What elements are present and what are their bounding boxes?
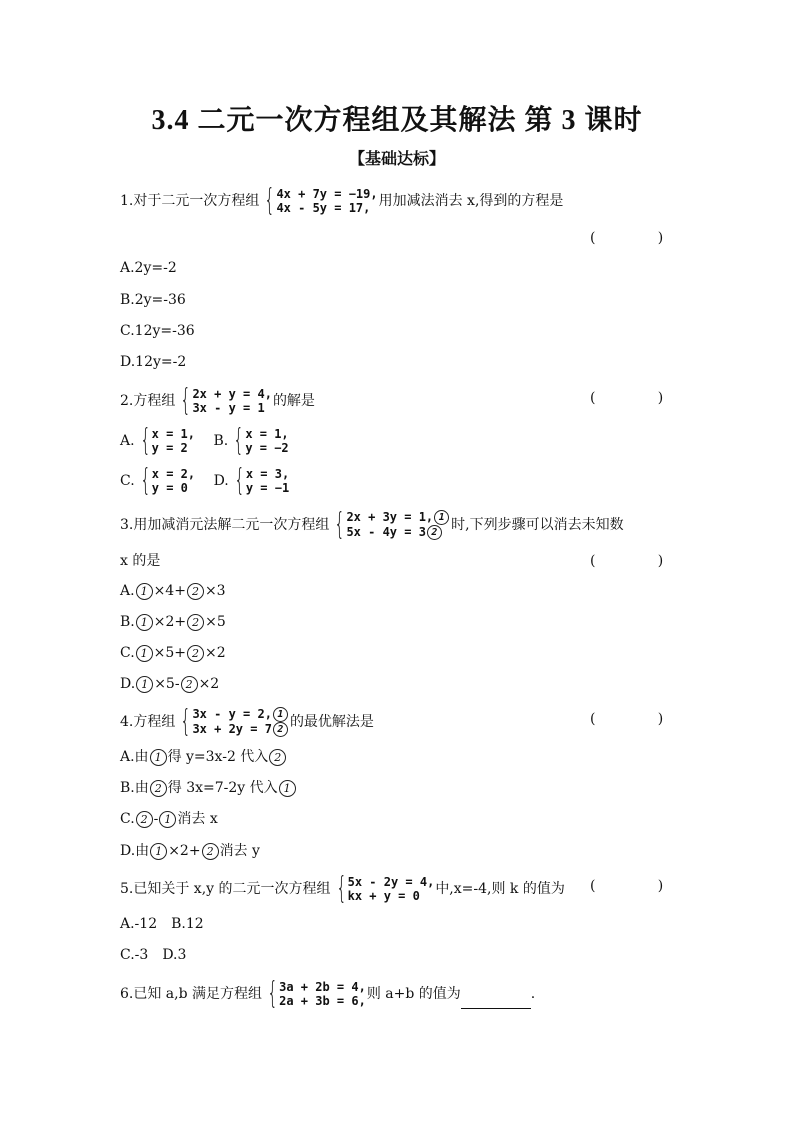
q1-answer-paren: ( ) bbox=[590, 230, 664, 246]
q4-option-a bbox=[120, 747, 287, 767]
q3-eq1: 2x + 3y = 1, bbox=[346, 510, 434, 524]
circled-1: 1 bbox=[150, 749, 167, 766]
q3-eq2: 5x - 4y = 3 bbox=[346, 525, 426, 539]
q2-options-ab bbox=[120, 423, 290, 458]
q6-suffix: 则 a+b 的值为 bbox=[366, 986, 461, 1002]
q2-prefix: 2.方程组 bbox=[120, 393, 176, 409]
q2-d-line2: y = −1 bbox=[245, 481, 290, 495]
q2-option-c-label: C. bbox=[120, 473, 135, 489]
q5-suffix: 中,x=-4,则 k 的值为 bbox=[435, 881, 565, 897]
q4-b-text: 得 3x=7-2y 代入 bbox=[167, 780, 278, 796]
q4-d-label: D.由 bbox=[120, 843, 150, 859]
circled-1: 1 bbox=[159, 811, 176, 828]
question-4 bbox=[120, 704, 374, 739]
q4-a-label: A.由 bbox=[120, 749, 149, 765]
q3-c-label: C. bbox=[120, 645, 135, 661]
circled-1: 1 bbox=[150, 843, 167, 860]
circled-2: 2 bbox=[427, 525, 442, 540]
q3-d-op: ×5- bbox=[154, 676, 180, 692]
q3-system: { 2x + 3y = 1, 1 5x - 4y = 3 2 bbox=[330, 510, 450, 540]
q2-system: { 2x + y = 4, 3x - y = 1 bbox=[180, 383, 272, 418]
q2-b-line1: x = 1, bbox=[245, 427, 289, 441]
q2-suffix: 的解是 bbox=[272, 393, 315, 409]
q4-c-text: 消去 x bbox=[177, 811, 218, 827]
q4-c-label: C. bbox=[120, 811, 135, 827]
q2-answer-paren: ( ) bbox=[590, 390, 664, 406]
q1-suffix: 用加减法消去 x,得到的方程是 bbox=[378, 193, 564, 209]
q1-option-a: A.2y=-2 bbox=[120, 260, 177, 276]
q1-option-d: D.12y=-2 bbox=[120, 354, 187, 370]
q4-c-op: - bbox=[153, 811, 159, 827]
circled-2: 2 bbox=[150, 780, 167, 797]
q3-b-op2: ×5 bbox=[205, 614, 226, 630]
q3-c-op: ×5+ bbox=[153, 645, 187, 661]
circled-2: 2 bbox=[187, 614, 204, 631]
q4-option-b bbox=[120, 778, 297, 798]
q6-eq1: 3a + 2b = 4, bbox=[279, 980, 366, 994]
q5-option-c: C.-3 bbox=[120, 947, 149, 963]
q3-b-label: B. bbox=[120, 614, 135, 630]
q4-answer-paren: ( ) bbox=[590, 711, 664, 727]
q2-options-cd bbox=[120, 463, 290, 498]
q5-option-a: A.-12 bbox=[120, 916, 158, 932]
q6-period: . bbox=[530, 986, 536, 1002]
q2-option-a-label: A. bbox=[120, 433, 135, 449]
q2-option-c: { x = 2, y = 0 bbox=[139, 463, 196, 498]
q1-system: { 4x + 7y = −19, 4x - 5y = 17, bbox=[264, 183, 378, 218]
question-3 bbox=[120, 507, 624, 542]
q4-suffix: 的最优解法是 bbox=[289, 714, 374, 730]
circled-1: 1 bbox=[434, 510, 449, 525]
circled-2: 2 bbox=[202, 843, 219, 860]
circled-2: 2 bbox=[181, 676, 198, 693]
q3-option-b bbox=[120, 612, 226, 632]
q2-eq2: 3x - y = 1 bbox=[192, 401, 265, 415]
question-5 bbox=[120, 871, 565, 906]
q5-option-d: D.3 bbox=[162, 947, 187, 963]
q1-option-c: C.12y=-36 bbox=[120, 323, 195, 339]
circled-1: 1 bbox=[136, 676, 153, 693]
circled-1: 1 bbox=[136, 614, 153, 631]
circled-2: 2 bbox=[269, 749, 286, 766]
q3-a-label: A. bbox=[120, 583, 135, 599]
q3-a-op2: ×3 bbox=[204, 583, 226, 599]
q2-option-b-label: B. bbox=[213, 433, 229, 449]
q3-option-c bbox=[120, 643, 226, 663]
q1-eq2: 4x - 5y = 17, bbox=[276, 201, 371, 215]
q5-options-ab bbox=[120, 914, 204, 934]
q4-system: { 3x - y = 2, 1 3x + 2y = 7 2 bbox=[176, 707, 289, 737]
circled-1: 1 bbox=[279, 780, 296, 797]
q2-option-d-label: D. bbox=[213, 473, 229, 489]
circled-2: 2 bbox=[273, 722, 288, 737]
q2-c-line1: x = 2, bbox=[151, 467, 196, 481]
q4-d-text: 消去 y bbox=[219, 843, 260, 859]
circled-1: 1 bbox=[273, 707, 288, 722]
q6-answer-blank[interactable] bbox=[461, 994, 531, 1009]
q2-d-line1: x = 3, bbox=[245, 467, 290, 481]
q3-line2: x 的是 bbox=[120, 553, 161, 569]
q5-prefix: 5.已知关于 x,y 的二元一次方程组 bbox=[120, 881, 331, 897]
question-2 bbox=[120, 383, 315, 418]
q5-eq2: kx + y = 0 bbox=[347, 889, 420, 903]
q3-c-op2: ×2 bbox=[205, 645, 226, 661]
q2-option-a: { x = 1, y = 2 bbox=[139, 423, 196, 458]
q2-eq1: 2x + y = 4, bbox=[192, 387, 272, 401]
q4-d-op: ×2+ bbox=[168, 843, 201, 859]
q4-prefix: 4.方程组 bbox=[120, 714, 176, 730]
q1-prefix: 1.对于二元一次方程组 bbox=[120, 193, 260, 209]
q5-answer-paren: ( ) bbox=[590, 878, 664, 894]
circled-1: 1 bbox=[136, 645, 153, 662]
q2-a-line2: y = 2 bbox=[151, 441, 188, 455]
q3-prefix: 3.用加减消元法解二元一次方程组 bbox=[120, 517, 330, 533]
q3-d-op2: ×2 bbox=[198, 676, 220, 692]
q1-eq1: 4x + 7y = −19, bbox=[276, 187, 378, 201]
circled-1: 1 bbox=[136, 583, 153, 600]
question-6 bbox=[120, 976, 536, 1011]
q2-option-b: { x = 1, y = −2 bbox=[233, 423, 289, 458]
q3-answer-paren: ( ) bbox=[590, 553, 664, 569]
circled-2: 2 bbox=[187, 645, 204, 662]
q2-a-line1: x = 1, bbox=[151, 427, 196, 441]
q5-option-b: B.12 bbox=[171, 916, 204, 932]
q4-a-text: 得 y=3x-2 代入 bbox=[167, 749, 269, 765]
q4-option-d bbox=[120, 841, 260, 861]
q5-options-cd bbox=[120, 945, 186, 965]
q5-system: { 5x - 2y = 4, kx + y = 0 bbox=[335, 871, 435, 906]
question-1 bbox=[120, 183, 564, 218]
q6-system: { 3a + 2b = 4, 2a + 3b = 6, bbox=[267, 976, 366, 1011]
q3-option-d bbox=[120, 674, 219, 694]
page-title: 3.4 二元一次方程组及其解法 第 3 课时 bbox=[151, 105, 643, 136]
q3-suffix: 时,下列步骤可以消去未知数 bbox=[451, 517, 624, 533]
q2-c-line2: y = 0 bbox=[151, 481, 188, 495]
q3-b-op: ×2+ bbox=[153, 614, 187, 630]
q5-eq1: 5x - 2y = 4, bbox=[347, 875, 435, 889]
q2-option-d: { x = 3, y = −1 bbox=[234, 463, 290, 498]
q6-prefix: 6.已知 a,b 满足方程组 bbox=[120, 986, 263, 1002]
q2-b-line2: y = −2 bbox=[245, 441, 289, 455]
q1-option-b: B.2y=-36 bbox=[120, 292, 186, 308]
q6-eq2: 2a + 3b = 6, bbox=[279, 994, 366, 1008]
q4-eq1: 3x - y = 2, bbox=[192, 707, 272, 721]
q4-option-c bbox=[120, 809, 218, 829]
circled-2: 2 bbox=[136, 811, 153, 828]
circled-2: 2 bbox=[187, 583, 204, 600]
q3-option-a bbox=[120, 581, 226, 601]
q3-a-op: ×4+ bbox=[153, 583, 186, 599]
section-heading: 【基础达标】 bbox=[348, 149, 445, 168]
q4-b-label: B.由 bbox=[120, 780, 149, 796]
q4-eq2: 3x + 2y = 7 bbox=[192, 722, 272, 736]
q3-d-label: D. bbox=[120, 676, 136, 692]
